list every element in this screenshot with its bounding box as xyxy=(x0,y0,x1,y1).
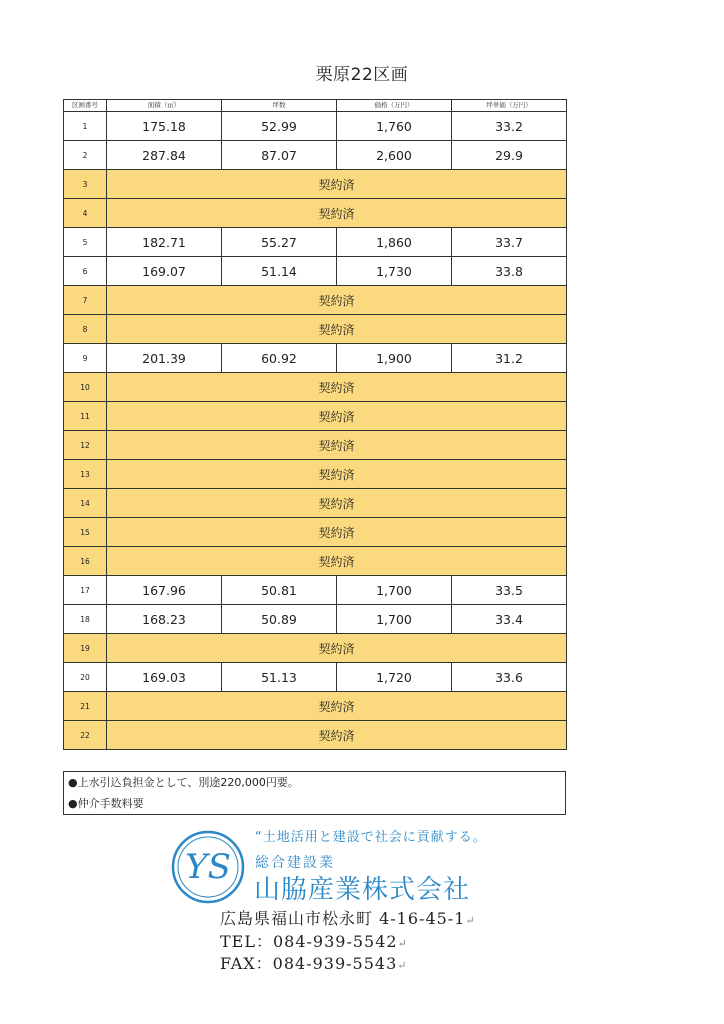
plot-unit-price: 33.8 xyxy=(452,257,567,286)
company-address xyxy=(220,906,476,929)
fax-text: FAX：084-939-5543 xyxy=(220,954,398,973)
plot-area: 175.18 xyxy=(107,112,222,141)
plot-number: 2 xyxy=(64,141,107,170)
table-row xyxy=(64,141,567,170)
table-row-sold xyxy=(64,315,567,344)
plot-tsubo: 52.99 xyxy=(222,112,337,141)
table-row-sold xyxy=(64,286,567,315)
plot-number: 10 xyxy=(64,373,107,402)
plot-number: 8 xyxy=(64,315,107,344)
plot-area: 169.03 xyxy=(107,663,222,692)
header-tsubo: 坪数 xyxy=(222,100,337,112)
plot-number: 3 xyxy=(64,170,107,199)
contract-status: 契約済 xyxy=(107,402,567,431)
page-title: 栗原22区画 xyxy=(315,65,409,85)
contract-status: 契約済 xyxy=(107,518,567,547)
table-row-sold xyxy=(64,431,567,460)
table-row-sold xyxy=(64,518,567,547)
table-row xyxy=(64,112,567,141)
plot-tsubo: 50.81 xyxy=(222,576,337,605)
contract-status: 契約済 xyxy=(107,721,567,750)
plot-number: 21 xyxy=(64,692,107,721)
plot-number: 17 xyxy=(64,576,107,605)
company-slogan: “土地活用と建設で社会に貢献する。 xyxy=(255,830,487,845)
plot-number: 19 xyxy=(64,634,107,663)
plot-area: 182.71 xyxy=(107,228,222,257)
contract-status: 契約済 xyxy=(107,431,567,460)
notes-box xyxy=(63,771,566,815)
table-row-sold xyxy=(64,402,567,431)
header-price: 価格（万円） xyxy=(337,100,452,112)
plot-number: 1 xyxy=(64,112,107,141)
plot-price: 2,600 xyxy=(337,141,452,170)
table-row xyxy=(64,576,567,605)
plot-number: 15 xyxy=(64,518,107,547)
table-row-sold xyxy=(64,721,567,750)
logo-text: YS xyxy=(185,847,231,887)
plot-unit-price: 29.9 xyxy=(452,141,567,170)
table-row-sold xyxy=(64,489,567,518)
plot-number: 12 xyxy=(64,431,107,460)
plot-table xyxy=(63,99,567,750)
plot-number: 7 xyxy=(64,286,107,315)
contract-status: 契約済 xyxy=(107,547,567,576)
contract-status: 契約済 xyxy=(107,460,567,489)
return-mark: ↵ xyxy=(397,959,408,972)
plot-unit-price: 33.7 xyxy=(452,228,567,257)
note-brokerage-fee: ●仲介手数料要 xyxy=(68,797,144,810)
contract-status: 契約済 xyxy=(107,634,567,663)
plot-number: 4 xyxy=(64,199,107,228)
tel-text: TEL：084-939-5542 xyxy=(220,932,398,951)
table-row xyxy=(64,228,567,257)
address-text: 広島県福山市松永町 4-16-45-1 xyxy=(220,909,466,928)
company-subtitle: 総合建設業 xyxy=(255,855,335,871)
header-area: 面積（㎡） xyxy=(107,100,222,112)
company-logo xyxy=(170,829,246,905)
plot-unit-price: 33.4 xyxy=(452,605,567,634)
table-row xyxy=(64,605,567,634)
plot-tsubo: 51.13 xyxy=(222,663,337,692)
plot-unit-price: 33.5 xyxy=(452,576,567,605)
plot-area: 169.07 xyxy=(107,257,222,286)
table-row xyxy=(64,663,567,692)
plot-unit-price: 31.2 xyxy=(452,344,567,373)
contract-status: 契約済 xyxy=(107,170,567,199)
company-tel xyxy=(220,929,408,952)
plot-unit-price: 33.2 xyxy=(452,112,567,141)
contract-status: 契約済 xyxy=(107,199,567,228)
contract-status: 契約済 xyxy=(107,315,567,344)
table-row-sold xyxy=(64,460,567,489)
contract-status: 契約済 xyxy=(107,286,567,315)
plot-number: 5 xyxy=(64,228,107,257)
header-plot-number: 区画番号 xyxy=(64,100,107,112)
plot-number: 9 xyxy=(64,344,107,373)
header-unit-price: 坪単価（万円） xyxy=(452,100,567,112)
company-fax xyxy=(220,951,408,974)
plot-area: 287.84 xyxy=(107,141,222,170)
plot-tsubo: 87.07 xyxy=(222,141,337,170)
table-row xyxy=(64,344,567,373)
contract-status: 契約済 xyxy=(107,489,567,518)
plot-number: 16 xyxy=(64,547,107,576)
plot-number: 14 xyxy=(64,489,107,518)
plot-price: 1,700 xyxy=(337,605,452,634)
plot-area: 167.96 xyxy=(107,576,222,605)
contract-status: 契約済 xyxy=(107,692,567,721)
plot-number: 13 xyxy=(64,460,107,489)
plot-area: 201.39 xyxy=(107,344,222,373)
plot-price: 1,760 xyxy=(337,112,452,141)
plot-price: 1,730 xyxy=(337,257,452,286)
plot-unit-price: 33.6 xyxy=(452,663,567,692)
plot-table-body xyxy=(64,112,567,750)
return-mark: ↵ xyxy=(465,914,476,927)
table-row-sold xyxy=(64,692,567,721)
plot-tsubo: 51.14 xyxy=(222,257,337,286)
return-mark: ↵ xyxy=(397,937,408,950)
table-row-sold xyxy=(64,199,567,228)
plot-price: 1,900 xyxy=(337,344,452,373)
plot-number: 11 xyxy=(64,402,107,431)
company-name: 山脇産業株式会社 xyxy=(254,875,471,905)
plot-area: 168.23 xyxy=(107,605,222,634)
plot-price: 1,700 xyxy=(337,576,452,605)
plot-tsubo: 60.92 xyxy=(222,344,337,373)
plot-number: 6 xyxy=(64,257,107,286)
plot-number: 18 xyxy=(64,605,107,634)
plot-number: 20 xyxy=(64,663,107,692)
plot-price: 1,860 xyxy=(337,228,452,257)
table-row-sold xyxy=(64,373,567,402)
table-row-sold xyxy=(64,634,567,663)
table-row-sold xyxy=(64,170,567,199)
contract-status: 契約済 xyxy=(107,373,567,402)
plot-tsubo: 50.89 xyxy=(222,605,337,634)
plot-number: 22 xyxy=(64,721,107,750)
table-row xyxy=(64,257,567,286)
plot-tsubo: 55.27 xyxy=(222,228,337,257)
plot-price: 1,720 xyxy=(337,663,452,692)
table-header-row xyxy=(64,100,567,112)
table-row-sold xyxy=(64,547,567,576)
note-water-fee: ●上水引込負担金として、別途220,000円要。 xyxy=(68,776,299,789)
